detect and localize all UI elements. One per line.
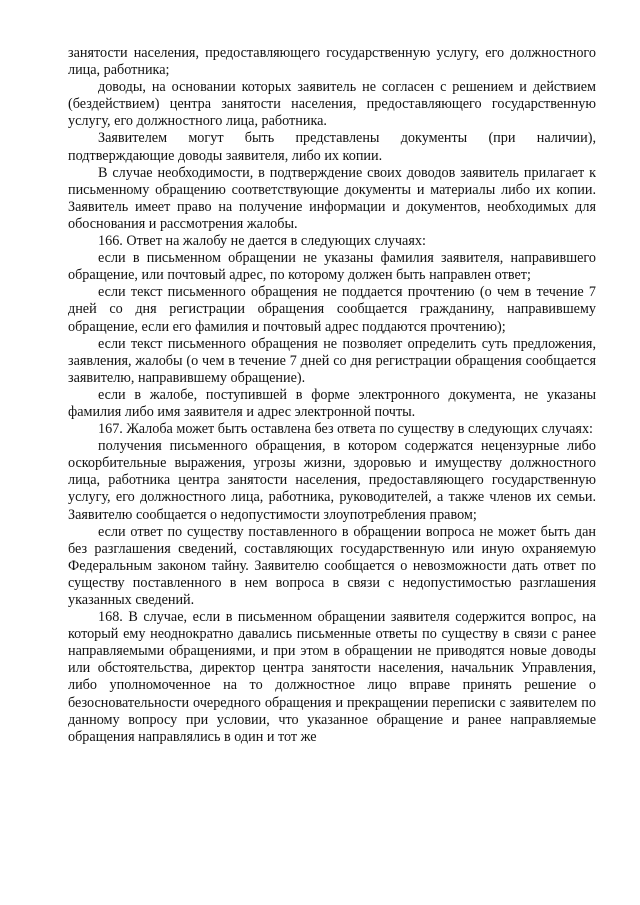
paragraph-secret: если ответ по существу поставленного в обращении вопроса не может быть дан без разглашения сведений, составляющих государственную или иную охраняемую Федеральным законом тайну. Заявителю сообщается о невозможности дать ответ по существу поставленного в нем вопроса в связи с недопустимостью разглашения указанных сведений.	[68, 523, 596, 608]
paragraph-documents: Заявителем могут быть представлены документы (при наличии), подтверждающие доводы заявителя, либо их копии.	[68, 130, 596, 164]
paragraph-unclear-essence: если текст письменного обращения не позволяет определить суть предложения, заявления, жалобы (о чем в течение 7 дней со дня регистрации обращения сообщается заявителю, направившему обращение).	[68, 335, 596, 386]
paragraph-offensive: получения письменного обращения, в котором содержатся нецензурные либо оскорбительные выражения, угрозы жизни, здоровью и имуществу должностного лица, работника центра занятости населения, предоставляющего государственную услугу, его должностного лица, работника, руководителей, а также членов их семьи. Заявителю сообщается о недопустимости злоупотребления правом;	[68, 438, 596, 523]
paragraph-arguments: доводы, на основании которых заявитель не согласен с решением и действием (бездействием) центра занятости населения, предоставляющего государственную услугу, его должностного лица, работника.	[68, 79, 596, 130]
document-page	[68, 45, 596, 746]
paragraph-unreadable: если текст письменного обращения не поддается прочтению (о чем в течение 7 дней со дня регистрации обращения сообщается гражданину, направившему обращение, если его фамилия и почтовый адрес поддаются прочтению);	[68, 284, 596, 335]
paragraph-no-address: если в письменном обращении не указаны фамилия заявителя, направившего обращение, или почтовый адрес, по которому должен быть направлен ответ;	[68, 250, 596, 284]
paragraph-clause-167: 167. Жалоба может быть оставлена без ответа по существу в следующих случаях:	[98, 421, 593, 438]
paragraph-continuation: занятости населения, предоставляющего государственную услугу, его должностного лица, работника;	[68, 45, 596, 79]
paragraph-attachments: В случае необходимости, в подтверждение своих доводов заявитель прилагает к письменному обращению соответствующие документы и материалы либо их копии. Заявитель имеет право на получение информации и документов, необходимых для обоснования и рассмотрения жалобы.	[68, 164, 596, 232]
paragraph-clause-168: 168. В случае, если в письменном обращении заявителя содержится вопрос, на который ему неоднократно давались письменные ответы по существу в связи с ранее направляемыми обращениями, и при этом в обращении не приводятся новые доводы или обстоятельства, директор центра занятости населения, начальник Управления, либо уполномоченное на то должностное лицо вправе принять решение о безосновательности очередного обращения и прекращении переписки с заявителем по данному вопросу при условии, что указанное обращение и ранее направляемые обращения направлялись в один и тот же	[68, 609, 596, 745]
paragraph-electronic: если в жалобе, поступившей в форме электронного документа, не указаны фамилия либо имя заявителя и адрес электронной почты.	[68, 386, 596, 420]
paragraph-clause-166: 166. Ответ на жалобу не дается в следующих случаях:	[98, 233, 426, 250]
